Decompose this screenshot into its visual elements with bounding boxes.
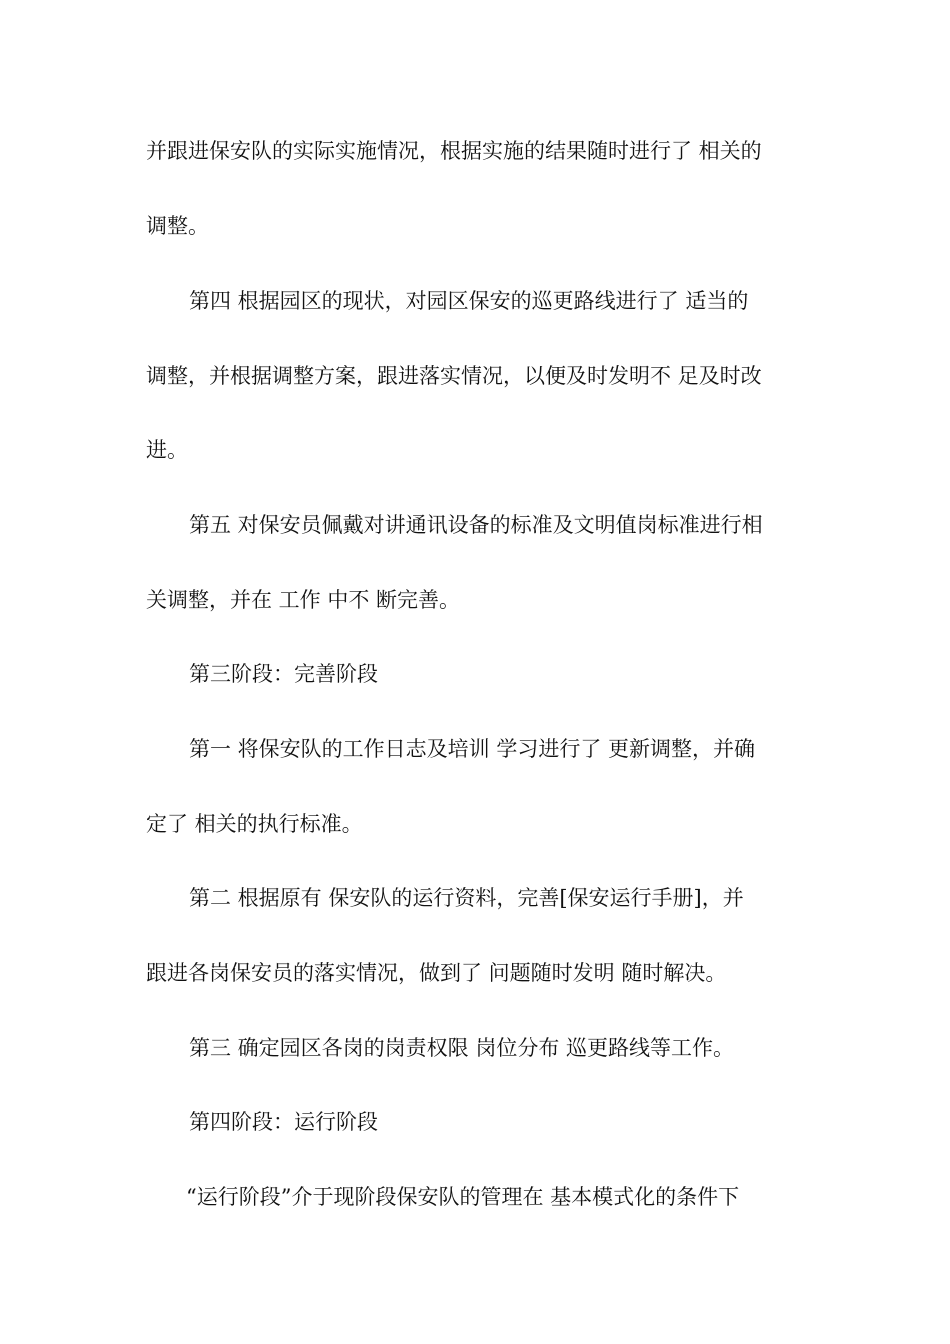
- paragraph-four-start: 第四 根据园区的现状，对园区保安的巡更路线进行了 适当的: [189, 289, 749, 313]
- section-heading-stage-four: 第四阶段：运行阶段: [189, 1110, 378, 1134]
- text-line-4: 调整，并根据调整方案，跟进落实情况，以便及时发明不 足及时改: [146, 364, 762, 388]
- text-line-1: 并跟进保安队的实际实施情况，根据实施的结果随时进行了 相关的: [146, 139, 762, 163]
- text-line-5: 进。: [146, 438, 188, 462]
- text-line-12: 跟进各岗保安员的落实情况，做到了 问题随时发明 随时解决。: [146, 961, 727, 985]
- stage-three-item-two-start: 第二 根据原有 保安队的运行资料，完善[保安运行手册]，并: [189, 886, 744, 910]
- section-heading-stage-three: 第三阶段：完善阶段: [189, 662, 378, 686]
- text-line-10: 定了 相关的执行标准。: [146, 812, 363, 836]
- stage-three-item-three: 第三 确定园区各岗的岗责权限 岗位分布 巡更路线等工作。: [189, 1036, 735, 1060]
- text-line-7: 关调整，并在 工作 中不 断完善。: [146, 588, 461, 612]
- paragraph-five-start: 第五 对保安员佩戴对讲通讯设备的标准及文明值岗标准进行相: [189, 513, 763, 537]
- stage-three-item-one-start: 第一 将保安队的工作日志及培训 学习进行了 更新调整，并确: [189, 737, 756, 761]
- text-line-2: 调整。: [146, 214, 209, 238]
- stage-four-paragraph-start: “运行阶段”介于现阶段保安队的管理在 基本模式化的条件下: [186, 1185, 740, 1209]
